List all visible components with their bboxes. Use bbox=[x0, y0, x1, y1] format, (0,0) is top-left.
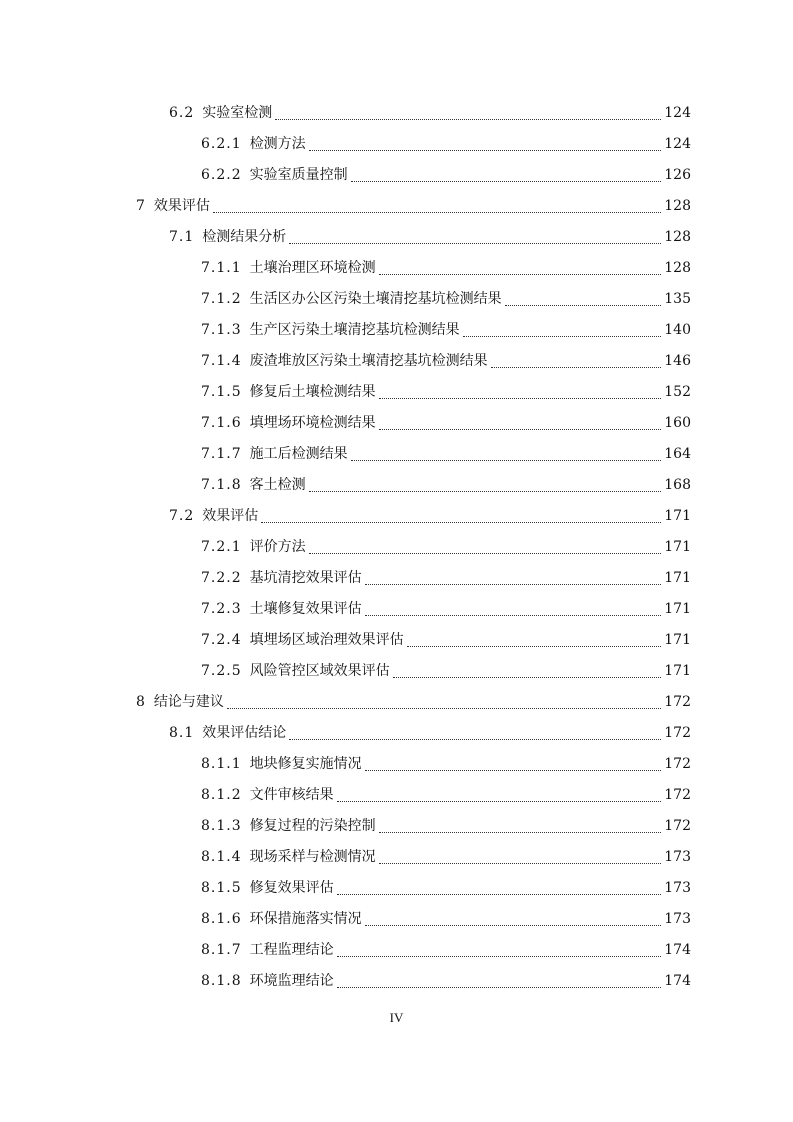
toc-dot-leader bbox=[407, 645, 661, 647]
toc-entry-title: 实验室检测 bbox=[202, 105, 273, 121]
toc-entry-number: 6.2.1 bbox=[201, 136, 242, 152]
toc-entry-page: 174 bbox=[664, 973, 691, 989]
toc-entry[interactable] bbox=[0, 439, 793, 470]
toc-entry[interactable] bbox=[0, 842, 793, 873]
toc-entry[interactable] bbox=[0, 749, 793, 780]
toc-entry-page: 128 bbox=[664, 260, 691, 276]
toc-dot-leader bbox=[351, 180, 661, 182]
toc-entry-number: 7.2.5 bbox=[201, 663, 242, 679]
toc-entry-title: 地块修复实施情况 bbox=[249, 756, 362, 772]
toc-entry-page: 171 bbox=[664, 632, 691, 648]
toc-entry-number: 8.1.4 bbox=[201, 849, 242, 865]
toc-entry[interactable] bbox=[0, 687, 793, 718]
toc-entry-title: 现场采样与检测情况 bbox=[249, 849, 376, 865]
toc-entry-title: 结论与建议 bbox=[153, 694, 224, 710]
toc-entry-page: 164 bbox=[664, 446, 691, 462]
toc-entry-page: 128 bbox=[664, 229, 691, 245]
toc-entry-title: 环保措施落实情况 bbox=[249, 911, 362, 927]
toc-dot-leader bbox=[261, 521, 661, 523]
toc-dot-leader bbox=[227, 707, 661, 709]
toc-entry-title: 修复后土壤检测结果 bbox=[249, 384, 376, 400]
toc-entry-page: 126 bbox=[664, 167, 691, 183]
toc-entry-number: 7.2.3 bbox=[201, 601, 242, 617]
toc-entry-page: 171 bbox=[664, 508, 691, 524]
toc-entry[interactable] bbox=[0, 129, 793, 160]
toc-entry-number: 7.1.2 bbox=[201, 291, 242, 307]
toc-dot-leader bbox=[365, 769, 661, 771]
toc-entry-title: 效果评估结论 bbox=[202, 725, 287, 741]
toc-entry[interactable] bbox=[0, 98, 793, 129]
toc-entry-title: 土壤修复效果评估 bbox=[249, 601, 362, 617]
toc-dot-leader bbox=[309, 149, 661, 151]
toc-entry-number: 7.1.5 bbox=[201, 384, 242, 400]
toc-entry[interactable] bbox=[0, 284, 793, 315]
toc-entry-title: 评价方法 bbox=[249, 539, 306, 555]
page-number: IV bbox=[389, 1010, 404, 1025]
toc-dot-leader bbox=[379, 831, 661, 833]
toc-entry-page: 172 bbox=[664, 756, 691, 772]
toc-entry-title: 土壤治理区环境检测 bbox=[249, 260, 376, 276]
toc-dot-leader bbox=[337, 893, 661, 895]
toc-dot-leader bbox=[351, 459, 661, 461]
toc-entry-page: 171 bbox=[664, 570, 691, 586]
toc-entry-page: 146 bbox=[664, 353, 691, 369]
toc-entry-page: 160 bbox=[664, 415, 691, 431]
toc-entry[interactable] bbox=[0, 346, 793, 377]
toc-entry[interactable] bbox=[0, 873, 793, 904]
toc-dot-leader bbox=[309, 490, 661, 492]
toc-entry-number: 7 bbox=[136, 198, 146, 214]
toc-entry-page: 128 bbox=[664, 198, 691, 214]
toc-entry-page: 140 bbox=[664, 322, 691, 338]
toc-entry-title: 工程监理结论 bbox=[249, 942, 334, 958]
toc-entry-number: 7.1.3 bbox=[201, 322, 242, 338]
toc-dot-leader bbox=[337, 955, 661, 957]
toc-entry[interactable] bbox=[0, 501, 793, 532]
toc-entry[interactable] bbox=[0, 811, 793, 842]
toc-entry-title: 文件审核结果 bbox=[249, 787, 334, 803]
toc-entry-title: 检测结果分析 bbox=[202, 229, 287, 245]
toc-entry-number: 8.1.6 bbox=[201, 911, 242, 927]
toc-entry[interactable] bbox=[0, 191, 793, 222]
toc-entry-page: 171 bbox=[664, 663, 691, 679]
toc-dot-leader bbox=[309, 552, 661, 554]
toc-entry-number: 7.1.4 bbox=[201, 353, 242, 369]
toc-entry[interactable] bbox=[0, 904, 793, 935]
toc-dot-leader bbox=[289, 738, 661, 740]
toc-entry-page: 124 bbox=[664, 105, 691, 121]
toc-entry-number: 8.1 bbox=[169, 725, 195, 741]
toc-entry-number: 7.1 bbox=[169, 229, 195, 245]
toc-entry-number: 7.2.1 bbox=[201, 539, 242, 555]
toc-entry[interactable] bbox=[0, 470, 793, 501]
toc-entry-title: 实验室质量控制 bbox=[249, 167, 348, 183]
toc-entry-page: 135 bbox=[664, 291, 691, 307]
toc-entry[interactable] bbox=[0, 377, 793, 408]
toc-entry-page: 172 bbox=[664, 694, 691, 710]
toc-entry-page: 173 bbox=[664, 880, 691, 896]
toc-entry[interactable] bbox=[0, 625, 793, 656]
toc-entry-page: 173 bbox=[664, 911, 691, 927]
toc-entry-title: 生产区污染土壤清挖基坑检测结果 bbox=[249, 322, 460, 338]
toc-entry-page: 174 bbox=[664, 942, 691, 958]
toc-dot-leader bbox=[289, 242, 661, 244]
toc-entry-title: 修复过程的污染控制 bbox=[249, 818, 376, 834]
toc-entry[interactable] bbox=[0, 780, 793, 811]
toc-dot-leader bbox=[365, 924, 661, 926]
toc-dot-leader bbox=[393, 676, 661, 678]
toc-entry-number: 7.1.7 bbox=[201, 446, 242, 462]
toc-entry-page: 172 bbox=[664, 725, 691, 741]
toc-entry-page: 172 bbox=[664, 787, 691, 803]
toc-entry[interactable] bbox=[0, 532, 793, 563]
toc-dot-leader bbox=[365, 614, 661, 616]
toc-entry-page: 171 bbox=[664, 539, 691, 555]
toc-entry[interactable] bbox=[0, 935, 793, 966]
toc-entry-number: 8.1.7 bbox=[201, 942, 242, 958]
toc-dot-leader bbox=[379, 397, 661, 399]
toc-entry-title: 效果评估 bbox=[202, 508, 259, 524]
toc-entry-title: 环境监理结论 bbox=[249, 973, 334, 989]
toc-entry-number: 7.2.4 bbox=[201, 632, 242, 648]
toc-entry-number: 7.1.8 bbox=[201, 477, 242, 493]
toc-entry-title: 检测方法 bbox=[249, 136, 306, 152]
toc-entry[interactable] bbox=[0, 594, 793, 625]
toc-entry[interactable] bbox=[0, 222, 793, 253]
toc-entry-page: 168 bbox=[664, 477, 691, 493]
toc-dot-leader bbox=[505, 304, 661, 306]
toc-entry[interactable] bbox=[0, 160, 793, 191]
toc-entry-title: 废渣堆放区污染土壤清挖基坑检测结果 bbox=[249, 353, 488, 369]
toc-entry-number: 8.1.8 bbox=[201, 973, 242, 989]
toc-entry-number: 7.2 bbox=[169, 508, 195, 524]
toc-entry[interactable] bbox=[0, 718, 793, 749]
toc-dot-leader bbox=[275, 118, 661, 120]
toc-dot-leader bbox=[379, 428, 661, 430]
toc-entry-number: 8.1.1 bbox=[201, 756, 242, 772]
toc-entry-number: 6.2.2 bbox=[201, 167, 242, 183]
toc-entry-number: 7.1.1 bbox=[201, 260, 242, 276]
toc-entry-number: 8.1.5 bbox=[201, 880, 242, 896]
toc-entry-title: 填埋场环境检测结果 bbox=[249, 415, 376, 431]
toc-entry[interactable] bbox=[0, 315, 793, 346]
toc-entry[interactable] bbox=[0, 656, 793, 687]
toc-dot-leader bbox=[365, 583, 661, 585]
toc-entry-title: 修复效果评估 bbox=[249, 880, 334, 896]
toc-entry-title: 填埋场区域治理效果评估 bbox=[249, 632, 404, 648]
toc-entry-number: 7.2.2 bbox=[201, 570, 242, 586]
toc-entry[interactable] bbox=[0, 253, 793, 284]
toc-entry-number: 6.2 bbox=[169, 105, 195, 121]
toc-entry-page: 172 bbox=[664, 818, 691, 834]
toc-entry[interactable] bbox=[0, 408, 793, 439]
toc-dot-leader bbox=[491, 366, 661, 368]
toc-dot-leader bbox=[379, 273, 661, 275]
toc-dot-leader bbox=[379, 862, 661, 864]
toc-entry-page: 152 bbox=[664, 384, 691, 400]
toc-entry[interactable] bbox=[0, 563, 793, 594]
toc-dot-leader bbox=[213, 211, 661, 213]
toc-entry-number: 8.1.3 bbox=[201, 818, 242, 834]
toc-entry-title: 基坑清挖效果评估 bbox=[249, 570, 362, 586]
toc-entry-page: 124 bbox=[664, 136, 691, 152]
toc-entry-number: 8 bbox=[136, 694, 146, 710]
toc-entry-title: 客土检测 bbox=[249, 477, 306, 493]
toc-entry-page: 173 bbox=[664, 849, 691, 865]
toc-entry-title: 效果评估 bbox=[153, 198, 210, 214]
table-of-contents bbox=[0, 98, 793, 997]
toc-entry-number: 7.1.6 bbox=[201, 415, 242, 431]
toc-entry-number: 8.1.2 bbox=[201, 787, 242, 803]
toc-entry-title: 施工后检测结果 bbox=[249, 446, 348, 462]
toc-entry-title: 风险管控区域效果评估 bbox=[249, 663, 390, 679]
toc-entry-page: 171 bbox=[664, 601, 691, 617]
toc-entry[interactable] bbox=[0, 966, 793, 997]
toc-dot-leader bbox=[463, 335, 661, 337]
toc-dot-leader bbox=[337, 986, 661, 988]
toc-entry-title: 生活区办公区污染土壤清挖基坑检测结果 bbox=[249, 291, 502, 307]
toc-dot-leader bbox=[337, 800, 661, 802]
